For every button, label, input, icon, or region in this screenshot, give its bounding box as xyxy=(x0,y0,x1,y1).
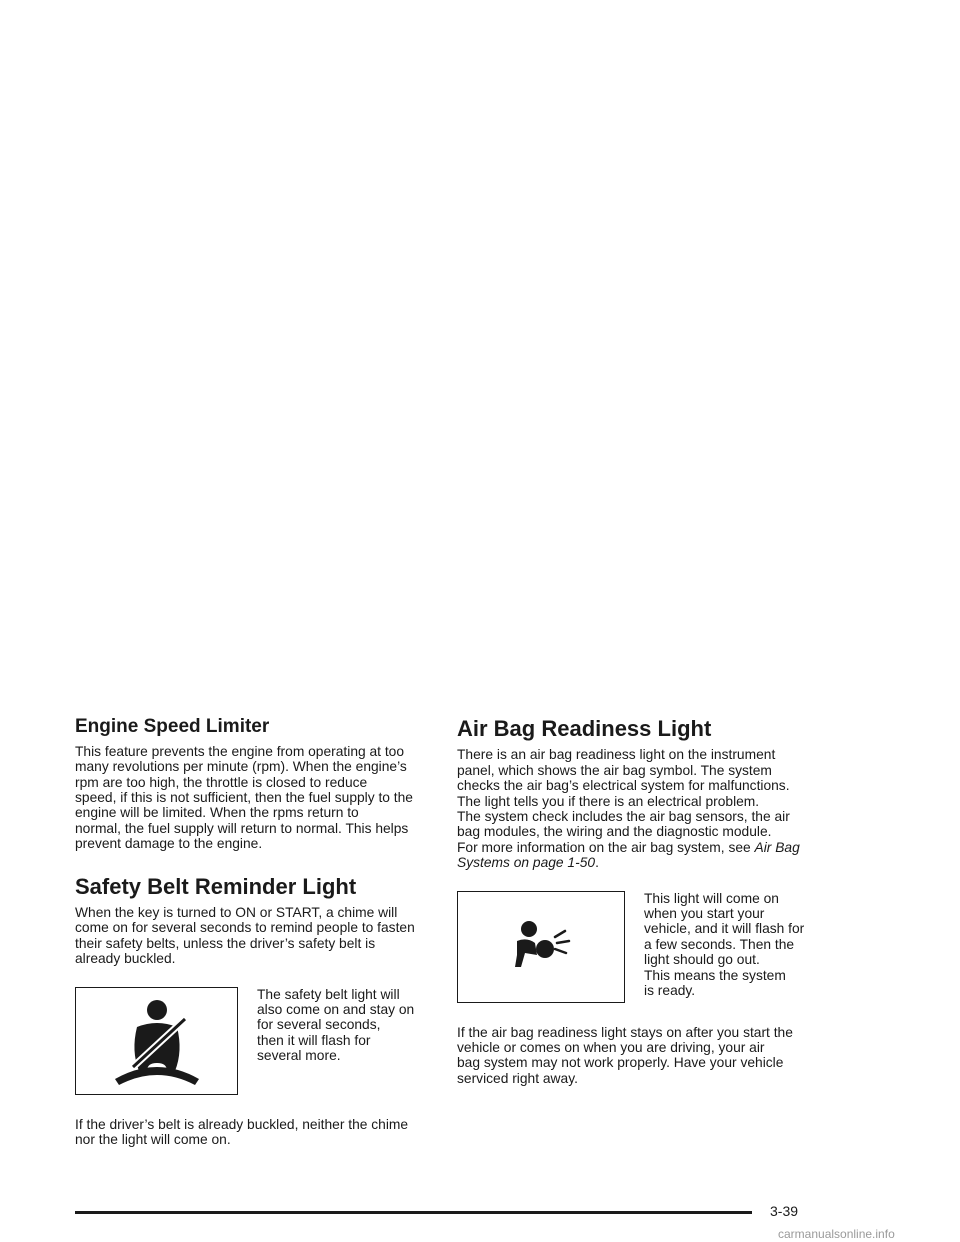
watermark: carmanualsonline.info xyxy=(778,1227,895,1241)
right-column xyxy=(457,716,829,1086)
safety-belt-figure-row xyxy=(75,987,435,1095)
air-bag-readiness-heading: Air Bag Readiness Light xyxy=(457,716,712,741)
air-bag-body-end: . xyxy=(595,855,599,871)
air-bag-figure-row xyxy=(457,891,829,1003)
page-number: 3-39 xyxy=(770,1203,799,1219)
safety-belt-after-text: If the driver’s belt is already buckled, neither the chime nor the light will come on. xyxy=(75,1116,409,1148)
footer-rule xyxy=(75,1211,752,1214)
air-bag-figure xyxy=(457,891,625,1003)
air-bag-systems-reference: Air Bag Systems on page 1-50 xyxy=(457,839,800,871)
air-bag-after-text: If the air bag readiness light stays on after you start the vehicle or comes on when you are driving, your air bag system may not work properly. Have your vehicle serviced right away. xyxy=(457,1024,793,1086)
air-bag-figure-caption: This light will come on when you start your vehicle, and it will flash for a few seconds. Then the light should go out. This means the system is ready. xyxy=(644,890,805,998)
air-bag-body-text: There is an air bag readiness light on the instrument panel, which shows the air bag symbol. The system checks the air bag’s electrical system for malfunctions. The light tells you if there is an electrical problem. The system check includes the air bag sensors, the air bag modules, the wiring and the diagnostic module. For more information on the air bag system, see xyxy=(457,747,790,855)
air-bag-readiness-body xyxy=(457,747,829,870)
engine-speed-limiter-body: This feature prevents the engine from operating at too many revolutions per minute (rpm). When the engine’s rpm are too high, the throttle is closed to reduce speed, if this is not sufficient, then the fuel supply to the engine will be limited. When the rpms return to normal, the fuel supply will return to normal. This helps prevent damage to the engine. xyxy=(75,743,413,852)
left-column xyxy=(75,716,435,1147)
safety-belt-icon xyxy=(107,993,207,1089)
air-bag-icon xyxy=(511,919,571,975)
engine-speed-limiter-heading: Engine Speed Limiter xyxy=(75,716,270,737)
safety-belt-figure-caption: The safety belt light will also come on and stay on for several seconds, then it will flash for several more. xyxy=(257,986,415,1064)
safety-belt-reminder-heading: Safety Belt Reminder Light xyxy=(75,873,357,899)
safety-belt-reminder-body: When the key is turned to ON or START, a chime will come on for several seconds to remind people to fasten their safety belts, unless the driver’s safety belt is already buckled. xyxy=(75,904,415,967)
safety-belt-figure xyxy=(75,987,238,1095)
